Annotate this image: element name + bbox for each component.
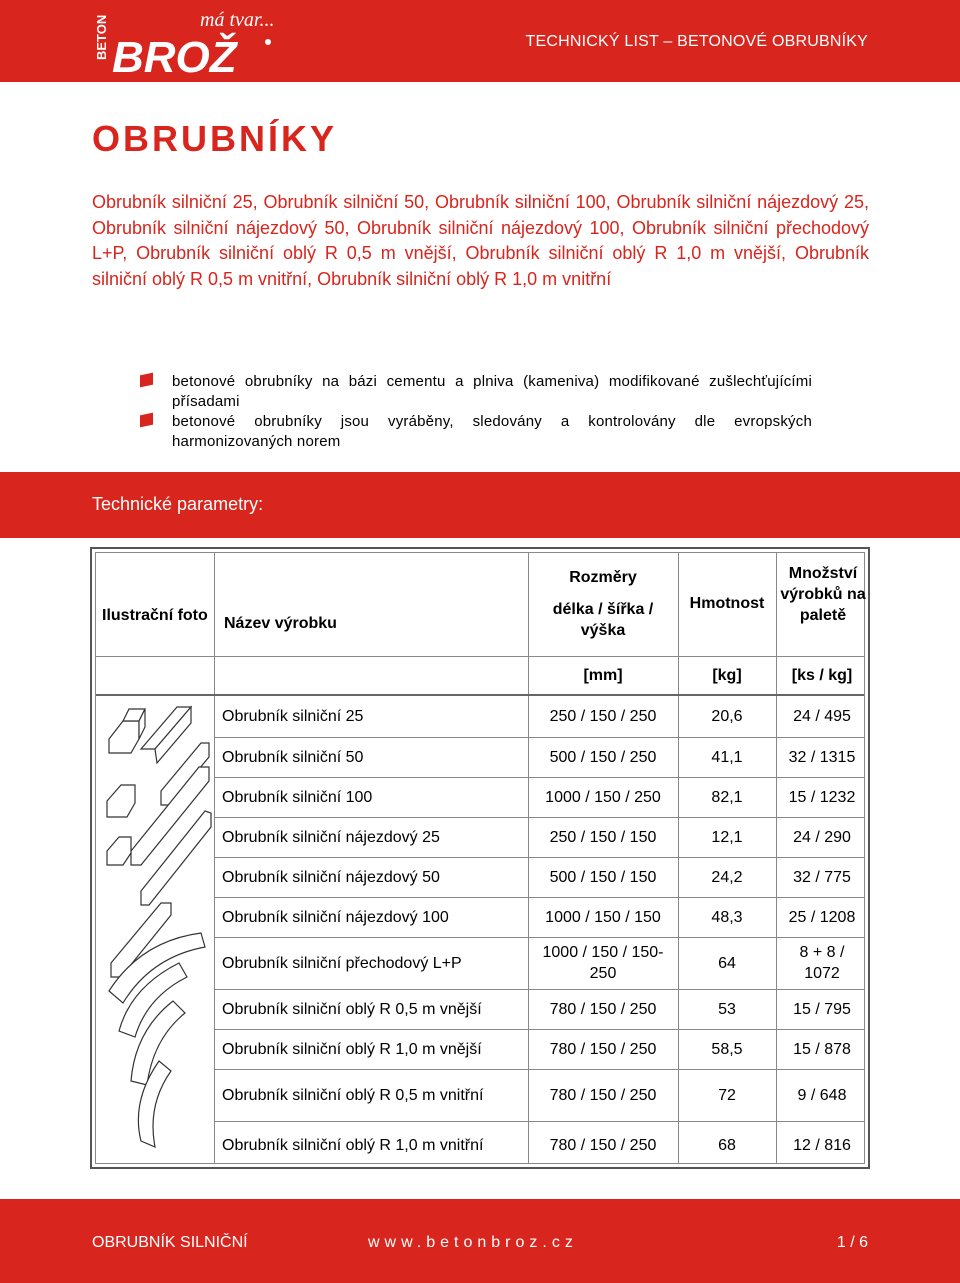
svg-text:má tvar...: má tvar... [200,9,275,31]
cell-dims: 1000 / 150 / 150-250 [542,944,664,982]
cell-name: Obrubník silniční 50 [222,748,364,766]
cell-dims: 250 / 150 / 250 [549,707,657,725]
company-logo [88,2,288,80]
feature-text: betonové obrubníky na bázi cementu a plniva (kameniva) modifikované zušlechťujícími přísadami [172,373,812,410]
section-band [0,472,960,538]
cell-name: Obrubník silniční nájezdový 25 [222,828,440,846]
cell-name: Obrubník silniční nájezdový 50 [222,868,440,886]
footer-section-label: OBRUBNÍK SILNIČNÍ [92,1234,248,1251]
svg-text:BROŽ: BROŽ [112,33,237,80]
cell-weight: 72 [718,1086,736,1104]
unit-dims: [mm] [583,667,623,684]
cell-name: Obrubník silniční oblý R 0,5 m vnitřní [222,1086,484,1104]
cell-weight: 41,1 [711,748,743,766]
cell-qty: 15 / 795 [793,1000,851,1018]
cell-weight: 53 [718,1000,736,1018]
cell-weight: 68 [718,1136,736,1154]
cell-qty: 32 / 775 [793,868,851,886]
cell-qty: 24 / 290 [793,828,851,846]
header-name: Název výrobku [224,615,337,632]
section-title: Technické parametry: [92,494,264,514]
cell-dims: 250 / 150 / 150 [549,828,657,846]
cell-dims: 780 / 150 / 250 [549,1040,657,1058]
unit-qty: [ks / kg] [791,667,853,684]
footer-website-link[interactable]: www.betonbroz.cz [368,1234,578,1251]
header-weight: Hmotnost [689,595,765,612]
feature-item [140,372,812,412]
table-inner [95,552,865,1164]
header-qty: Množství výrobků na paletě [780,565,866,624]
cell-name: Obrubník silniční oblý R 1,0 m vnitřní [222,1136,484,1154]
parameters-table [90,547,870,1169]
cell-dims: 780 / 150 / 250 [549,1086,657,1104]
cell-qty: 9 / 648 [797,1086,847,1104]
header-dims-title: Rozměry [569,569,637,586]
cell-dims: 500 / 150 / 150 [549,868,657,886]
feature-list [140,372,812,452]
cell-name: Obrubník silniční 25 [222,707,364,725]
cell-weight: 82,1 [711,788,743,806]
cell-weight: 20,6 [711,707,743,725]
cell-qty: 8 + 8 / 1072 [799,944,845,982]
cell-weight: 24,2 [711,868,743,886]
header-dims-sub: délka / šířka / výška [552,601,654,639]
footer-bar [0,1199,960,1283]
document-title: TECHNICKÝ LIST – BETONOVÉ OBRUBNÍKY [525,33,868,50]
cell-weight: 48,3 [711,908,743,926]
cell-weight: 58,5 [711,1040,743,1058]
product-illustration [101,701,213,1171]
cell-name: Obrubník silniční 100 [222,788,373,806]
svg-text:BETON: BETON [94,14,109,60]
product-list-intro: Obrubník silniční 25, Obrubník silniční 50, Obrubník silniční 100, Obrubník silniční nájezdový 25, Obrubník silniční nájezdový 50, Obrubník silniční nájezdový 100, Obrubník silniční přechodový L+P, Obrubník silniční oblý R 0,5 m vnější, Obrubník silniční oblý R 1,0 m vnější, Obrubník silniční oblý R 0,5 m vnitřní, Obrubník silniční oblý R 1,0 m vnitřní [92,192,869,289]
unit-weight: [kg] [712,667,742,684]
cell-dims: 500 / 150 / 250 [549,748,657,766]
footer-page-number: 1 / 6 [836,1234,868,1251]
cell-qty: 24 / 495 [793,707,851,725]
header-bar [0,0,960,82]
cell-qty: 32 / 1315 [788,748,856,766]
page-title: OBRUBNÍKY [92,118,338,159]
cell-qty: 15 / 878 [793,1040,851,1058]
cell-name: Obrubník silniční oblý R 1,0 m vnější [222,1040,482,1058]
feature-text: betonové obrubníky jsou vyráběny, sledovány a kontrolovány dle evropských harmonizovaných norem [172,413,812,450]
feature-item [140,412,812,452]
header-photo: Ilustrační foto [102,607,208,624]
cell-dims: 1000 / 150 / 150 [545,908,661,926]
bullet-icon [140,413,153,428]
cell-dims: 780 / 150 / 250 [549,1000,657,1018]
cell-name: Obrubník silniční nájezdový 100 [222,908,449,926]
cell-qty: 12 / 816 [793,1136,851,1154]
cell-name: Obrubník silniční přechodový L+P [222,954,462,972]
cell-qty: 25 / 1208 [788,908,856,926]
cell-name: Obrubník silniční oblý R 0,5 m vnější [222,1000,482,1018]
cell-dims: 1000 / 150 / 250 [545,788,661,806]
cell-dims: 780 / 150 / 250 [549,1136,657,1154]
bullet-icon [140,373,153,388]
cell-qty: 15 / 1232 [788,788,856,806]
cell-weight: 64 [718,954,736,972]
cell-weight: 12,1 [711,828,743,846]
